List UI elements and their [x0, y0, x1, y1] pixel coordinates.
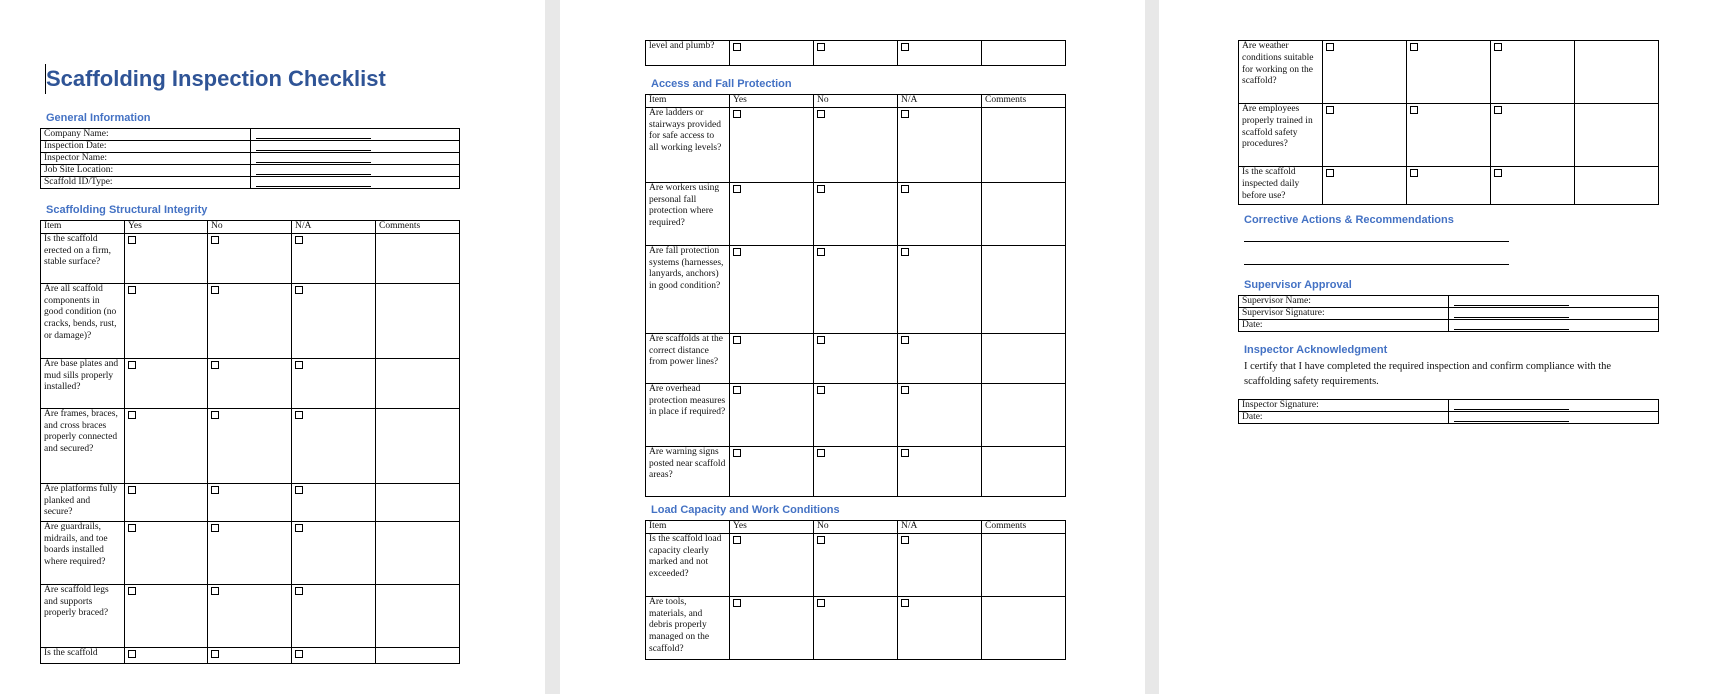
field-label-inspector-name: Inspector Name:: [41, 153, 251, 165]
table-row: [41, 521, 460, 584]
checkbox-na[interactable]: [295, 361, 303, 369]
column-header-na: N/A: [898, 95, 982, 108]
cell-yes: [125, 358, 208, 408]
signature-line[interactable]: [1454, 308, 1569, 318]
comments-cell[interactable]: [982, 596, 1066, 659]
field-label-inspection-date: Inspection Date:: [41, 141, 251, 153]
cell-no: [208, 647, 292, 663]
checkbox-na[interactable]: [901, 599, 909, 607]
checkbox-na[interactable]: [1494, 43, 1502, 51]
checkbox-yes[interactable]: [733, 43, 741, 51]
cell-no: [208, 584, 292, 647]
column-header-no: No: [814, 95, 898, 108]
comments-cell[interactable]: [982, 41, 1066, 66]
checkbox-yes[interactable]: [1326, 169, 1334, 177]
cell-no: [1407, 41, 1491, 104]
field-label-date: Date:: [1239, 320, 1449, 332]
comments-cell[interactable]: [982, 533, 1066, 596]
cell-yes: [125, 283, 208, 358]
cell-yes: [730, 245, 814, 333]
checkbox-na[interactable]: [295, 587, 303, 595]
checkbox-yes[interactable]: [128, 486, 136, 494]
checklist-question: Are warning signs posted near scaffold areas?: [646, 446, 730, 496]
checkbox-no[interactable]: [211, 411, 219, 419]
cell-no: [208, 358, 292, 408]
table-row: [41, 584, 460, 647]
comments-cell[interactable]: [376, 358, 460, 408]
cell-yes: [730, 383, 814, 446]
page-3: [1159, 0, 1729, 694]
form-field-row: [41, 165, 460, 177]
checkbox-no[interactable]: [817, 43, 825, 51]
checklist-question: Are frames, braces, and cross braces properly connected and secured?: [41, 408, 125, 483]
checkbox-na[interactable]: [295, 650, 303, 658]
field-label-scaffold-id-type: Scaffold ID/Type:: [41, 177, 251, 189]
cell-na: [292, 483, 376, 521]
section-title-structural-integrity: Scaffolding Structural Integrity: [46, 204, 208, 216]
cell-no: [1407, 167, 1491, 205]
cell-no: [1407, 104, 1491, 167]
cell-yes: [125, 647, 208, 663]
table-row: [1239, 104, 1659, 167]
checklist-question: Are fall protection systems (harnesses, lanyards, anchors) in good condition?: [646, 245, 730, 333]
signature-line[interactable]: [1454, 400, 1569, 410]
checkbox-yes[interactable]: [733, 185, 741, 193]
checkbox-na[interactable]: [295, 411, 303, 419]
table-row: [646, 333, 1066, 383]
checkbox-yes[interactable]: [128, 587, 136, 595]
column-header-yes: Yes: [730, 95, 814, 108]
checkbox-yes[interactable]: [128, 286, 136, 294]
cell-yes: [730, 182, 814, 245]
comments-cell[interactable]: [376, 483, 460, 521]
cell-na: [292, 233, 376, 283]
field-value-supervisor-name[interactable]: [1449, 296, 1659, 308]
checkbox-na[interactable]: [295, 286, 303, 294]
checkbox-no[interactable]: [1410, 43, 1418, 51]
field-label-inspector-signature: Inspector Signature:: [1239, 400, 1449, 412]
checkbox-na[interactable]: [901, 110, 909, 118]
checkbox-no[interactable]: [817, 599, 825, 607]
section-title-inspector-acknowledgment: Inspector Acknowledgment: [1244, 344, 1388, 356]
cell-no: [814, 245, 898, 333]
checkbox-no[interactable]: [211, 486, 219, 494]
cell-na: [1491, 104, 1575, 167]
checkbox-yes[interactable]: [733, 110, 741, 118]
checkbox-na[interactable]: [901, 536, 909, 544]
checklist-question: Are guardrails, midrails, and toe boards installed where required?: [41, 521, 125, 584]
cell-na: [292, 584, 376, 647]
table-row: [646, 383, 1066, 446]
table-row: [646, 533, 1066, 596]
cell-no: [208, 483, 292, 521]
column-header-na: N/A: [898, 521, 982, 534]
checkbox-na[interactable]: [901, 185, 909, 193]
cell-yes: [125, 521, 208, 584]
cell-no: [814, 182, 898, 245]
checkbox-yes[interactable]: [733, 336, 741, 344]
cell-no: [208, 283, 292, 358]
cell-na: [1491, 167, 1575, 205]
checklist-question: Are weather conditions suitable for working on the scaffold?: [1239, 41, 1323, 104]
column-header-item: Item: [646, 521, 730, 534]
checkbox-no[interactable]: [211, 587, 219, 595]
checklist-question: Are ladders or stairways provided for safe access to all working levels?: [646, 107, 730, 182]
checkbox-yes[interactable]: [1326, 43, 1334, 51]
comments-cell[interactable]: [376, 521, 460, 584]
column-header-no: No: [814, 521, 898, 534]
cell-yes: [730, 533, 814, 596]
column-header-comments: Comments: [982, 95, 1066, 108]
checkbox-no[interactable]: [211, 524, 219, 532]
cell-no: [814, 333, 898, 383]
cell-no: [814, 383, 898, 446]
signature-line[interactable]: [1454, 412, 1569, 422]
table-row: [41, 283, 460, 358]
cell-na: [898, 596, 982, 659]
table-row: [646, 41, 1066, 66]
cell-na: [898, 107, 982, 182]
comments-cell[interactable]: [376, 584, 460, 647]
table-row: [1239, 41, 1659, 104]
cell-na: [292, 647, 376, 663]
column-header-item: Item: [646, 95, 730, 108]
corrective-action-line[interactable]: [1244, 264, 1509, 265]
cell-no: [814, 596, 898, 659]
section-title-general-information: General Information: [46, 112, 151, 124]
comments-cell[interactable]: [376, 283, 460, 358]
corrective-action-line[interactable]: [1244, 241, 1509, 242]
supervisor-approval-table: [1238, 295, 1659, 332]
form-field-row: [1239, 412, 1659, 424]
column-header-na: N/A: [292, 221, 376, 234]
checkbox-na[interactable]: [295, 524, 303, 532]
cell-na: [898, 383, 982, 446]
table-row: [646, 107, 1066, 182]
table-row: [41, 358, 460, 408]
cell-no: [208, 521, 292, 584]
checklist-question: Is the scaffold load capacity clearly marked and not exceeded?: [646, 533, 730, 596]
checkbox-na[interactable]: [901, 336, 909, 344]
field-value-company-name[interactable]: [251, 129, 460, 141]
cell-na: [292, 358, 376, 408]
form-field-row: [1239, 400, 1659, 412]
cell-no: [814, 533, 898, 596]
checkbox-yes[interactable]: [733, 449, 741, 457]
page-1: [0, 0, 545, 694]
certification-statement: I certify that I have completed the required inspection and confirm compliance with the scaffolding safety requirements.: [1244, 361, 1612, 387]
cell-na: [1491, 41, 1575, 104]
cell-na: [898, 245, 982, 333]
cell-na: [898, 446, 982, 496]
section-title-access-fall-protection: Access and Fall Protection: [651, 78, 792, 90]
field-value-date[interactable]: [1449, 320, 1659, 332]
comments-cell[interactable]: [982, 333, 1066, 383]
form-field-row: [41, 153, 460, 165]
cell-no: [208, 408, 292, 483]
checkbox-no[interactable]: [1410, 106, 1418, 114]
table-row: [646, 446, 1066, 496]
comments-cell[interactable]: [376, 233, 460, 283]
checkbox-yes[interactable]: [128, 650, 136, 658]
checkbox-na[interactable]: [901, 43, 909, 51]
cell-no: [814, 107, 898, 182]
signature-line[interactable]: [1454, 320, 1569, 330]
field-value-inspector-name[interactable]: [251, 153, 460, 165]
column-header-comments: Comments: [376, 221, 460, 234]
checklist-question: Are overhead protection measures in place if required?: [646, 383, 730, 446]
table-row: [646, 182, 1066, 245]
form-field-row: [1239, 320, 1659, 332]
checkbox-no[interactable]: [211, 361, 219, 369]
structural-integrity-table: [40, 220, 460, 664]
checkbox-no[interactable]: [1410, 169, 1418, 177]
form-field-row: [41, 129, 460, 141]
checkbox-yes[interactable]: [733, 599, 741, 607]
checkbox-no[interactable]: [211, 650, 219, 658]
load-capacity-table: [645, 520, 1066, 660]
table-row: [41, 483, 460, 521]
access-fall-protection-table: [645, 94, 1066, 497]
comments-cell[interactable]: [1575, 104, 1659, 167]
column-header-no: No: [208, 221, 292, 234]
cell-no: [208, 233, 292, 283]
form-field-row: [1239, 296, 1659, 308]
checkbox-na[interactable]: [1494, 106, 1502, 114]
checklist-question: level and plumb?: [646, 41, 730, 66]
checkbox-no[interactable]: [817, 536, 825, 544]
comments-cell[interactable]: [982, 107, 1066, 182]
field-label-supervisor-signature: Supervisor Signature:: [1239, 308, 1449, 320]
checkbox-no[interactable]: [817, 386, 825, 394]
structural-integrity-table-continued: [645, 40, 1066, 66]
load-capacity-table-continued: [1238, 40, 1659, 205]
checklist-question: Are scaffolds at the correct distance from power lines?: [646, 333, 730, 383]
checkbox-yes[interactable]: [733, 536, 741, 544]
section-title-supervisor-approval: Supervisor Approval: [1244, 279, 1352, 291]
inspector-signature-table: [1238, 399, 1659, 424]
field-value-inspector-signature[interactable]: [1449, 400, 1659, 412]
comments-cell[interactable]: [982, 245, 1066, 333]
comments-cell[interactable]: [1575, 167, 1659, 205]
cell-yes: [125, 483, 208, 521]
cell-na: [292, 283, 376, 358]
cell-yes: [730, 333, 814, 383]
table-row: [41, 647, 460, 663]
checkbox-yes[interactable]: [128, 411, 136, 419]
checkbox-na[interactable]: [295, 486, 303, 494]
comments-cell[interactable]: [1575, 41, 1659, 104]
column-header-comments: Comments: [982, 521, 1066, 534]
table-row: [41, 408, 460, 483]
cell-yes: [730, 446, 814, 496]
comments-cell[interactable]: [376, 408, 460, 483]
column-header-item: Item: [41, 221, 125, 234]
checklist-question: Are workers using personal fall protection where required?: [646, 182, 730, 245]
document-title: Scaffolding Inspection Checklist: [46, 66, 386, 91]
checklist-question: Are employees properly trained in scaffold safety procedures?: [1239, 104, 1323, 167]
comments-cell[interactable]: [982, 182, 1066, 245]
cell-na: [898, 41, 982, 66]
checklist-question: Are platforms fully planked and secure?: [41, 483, 125, 521]
checklist-question: Are all scaffold components in good condition (no cracks, bends, rust, or damage)?: [41, 283, 125, 358]
field-value-date[interactable]: [1449, 412, 1659, 424]
cell-na: [292, 408, 376, 483]
table-row: [646, 245, 1066, 333]
checkbox-no[interactable]: [211, 286, 219, 294]
form-field-row: [1239, 308, 1659, 320]
checklist-question: Are base plates and mud sills properly installed?: [41, 358, 125, 408]
cell-yes: [1323, 104, 1407, 167]
checklist-question: Is the scaffold inspected daily before use?: [1239, 167, 1323, 205]
checkbox-no[interactable]: [817, 336, 825, 344]
table-row: [41, 233, 460, 283]
cell-yes: [730, 41, 814, 66]
checkbox-yes[interactable]: [128, 361, 136, 369]
field-value-job-site-location[interactable]: [251, 165, 460, 177]
cell-yes: [125, 233, 208, 283]
checkbox-na[interactable]: [901, 248, 909, 256]
checklist-question: Is the scaffold erected on a firm, stable surface?: [41, 233, 125, 283]
cell-na: [898, 333, 982, 383]
checkbox-no[interactable]: [817, 110, 825, 118]
cell-yes: [730, 107, 814, 182]
checkbox-na[interactable]: [901, 386, 909, 394]
checkbox-yes[interactable]: [128, 236, 136, 244]
field-label-date: Date:: [1239, 412, 1449, 424]
cell-yes: [125, 408, 208, 483]
field-label-job-site-location: Job Site Location:: [41, 165, 251, 177]
checklist-question: Is the scaffold: [41, 647, 125, 663]
field-label-supervisor-name: Supervisor Name:: [1239, 296, 1449, 308]
checkbox-yes[interactable]: [733, 386, 741, 394]
checkbox-na[interactable]: [901, 449, 909, 457]
cell-na: [292, 521, 376, 584]
checklist-question: Are tools, materials, and debris properly managed on the scaffold?: [646, 596, 730, 659]
table-row: [1239, 167, 1659, 205]
field-value-scaffold-id-type[interactable]: [251, 177, 460, 189]
cell-yes: [125, 584, 208, 647]
signature-line[interactable]: [256, 129, 371, 139]
cell-yes: [1323, 41, 1407, 104]
signature-line[interactable]: [256, 177, 371, 187]
checkbox-na[interactable]: [1494, 169, 1502, 177]
checkbox-no[interactable]: [211, 236, 219, 244]
checkbox-na[interactable]: [295, 236, 303, 244]
cell-yes: [1323, 167, 1407, 205]
checkbox-no[interactable]: [817, 248, 825, 256]
page-2: [560, 0, 1145, 694]
field-value-supervisor-signature[interactable]: [1449, 308, 1659, 320]
signature-line[interactable]: [256, 141, 371, 151]
signature-line[interactable]: [256, 153, 371, 163]
form-field-row: [41, 177, 460, 189]
checkbox-yes[interactable]: [128, 524, 136, 532]
cell-na: [898, 533, 982, 596]
cell-yes: [730, 596, 814, 659]
cell-na: [898, 182, 982, 245]
form-field-row: [41, 141, 460, 153]
comments-cell[interactable]: [982, 383, 1066, 446]
checkbox-no[interactable]: [817, 185, 825, 193]
checkbox-yes[interactable]: [733, 248, 741, 256]
column-header-yes: Yes: [125, 221, 208, 234]
checklist-question: Are scaffold legs and supports properly braced?: [41, 584, 125, 647]
checkbox-no[interactable]: [817, 449, 825, 457]
comments-cell[interactable]: [376, 647, 460, 663]
signature-line[interactable]: [1454, 296, 1569, 306]
cell-no: [814, 41, 898, 66]
checkbox-yes[interactable]: [1326, 106, 1334, 114]
table-row: [646, 596, 1066, 659]
cell-no: [814, 446, 898, 496]
general-information-table: [40, 128, 460, 189]
signature-line[interactable]: [256, 165, 371, 175]
field-label-company-name: Company Name:: [41, 129, 251, 141]
section-title-load-capacity: Load Capacity and Work Conditions: [651, 504, 840, 516]
field-value-inspection-date[interactable]: [251, 141, 460, 153]
comments-cell[interactable]: [982, 446, 1066, 496]
section-title-corrective-actions: Corrective Actions & Recommendations: [1244, 214, 1454, 226]
column-header-yes: Yes: [730, 521, 814, 534]
